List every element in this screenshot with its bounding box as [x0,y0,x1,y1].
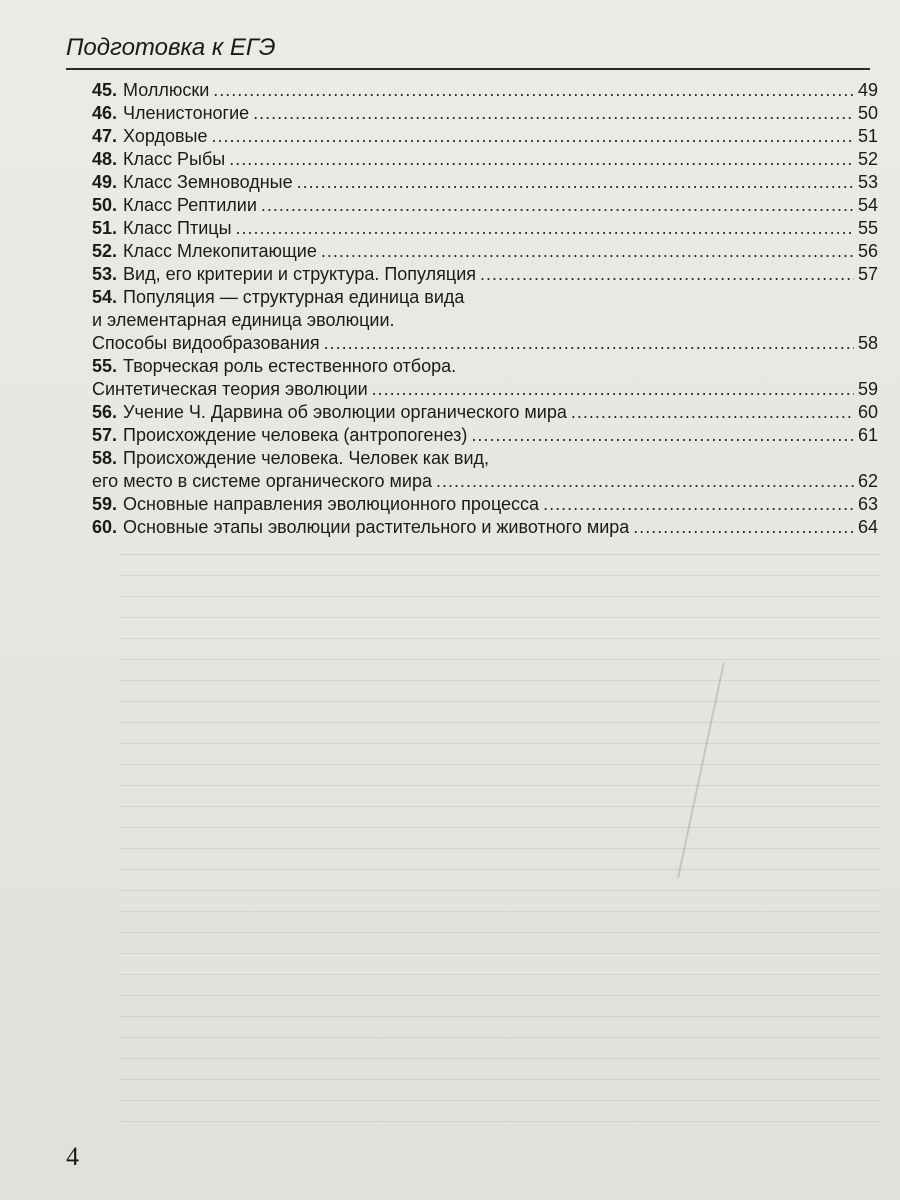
toc-entry-line [92,286,878,309]
toc-entry-line [92,125,878,148]
toc-entry[interactable] [92,217,878,240]
toc-entry-line [92,309,878,332]
page-number: 4 [66,1142,79,1171]
running-header [66,30,870,72]
toc-page-ref: 64 [857,517,878,537]
toc-page-ref: 59 [857,379,878,399]
toc-entry-title: Хордовые [123,126,208,146]
toc-entry-title: Класс Птицы [123,218,232,238]
toc-entry-number: 52. [92,241,118,261]
toc-page-ref: 49 [857,80,878,100]
toc-entry-number: 48. [92,149,118,169]
toc-entry-title: Основные этапы эволюции растительного и животного мира [123,517,630,537]
header-rule [66,68,870,70]
table-of-contents [92,79,878,539]
toc-entry[interactable] [92,102,878,125]
toc-entry-line [92,217,878,240]
toc-entry-number: 51. [92,218,118,238]
toc-entry-line [92,79,878,102]
dot-leader [297,171,854,194]
toc-entry-title: Класс Рыбы [123,149,226,169]
dot-leader [236,217,854,240]
toc-page-ref: 57 [857,264,878,284]
toc-entry[interactable] [92,447,878,493]
toc-entry[interactable] [92,194,878,217]
dot-leader [213,79,854,102]
toc-page-ref: 61 [857,425,878,445]
toc-entry-line [92,493,878,516]
toc-entry-number: 59. [92,494,118,514]
toc-entry-number: 50. [92,195,118,215]
toc-entry[interactable] [92,516,878,539]
toc-entry-number: 53. [92,264,118,284]
dot-leader [480,263,854,286]
toc-entry-line [92,332,878,355]
toc-entry[interactable] [92,355,878,401]
dot-leader [633,516,854,539]
toc-entry-number: 58. [92,448,118,468]
toc-entry-title: Синтетическая теория эволюции [92,379,368,399]
toc-entry-number: 54. [92,287,118,307]
toc-entry[interactable] [92,424,878,447]
dot-leader [229,148,854,171]
toc-entry-number: 49. [92,172,118,192]
toc-entry-number: 45. [92,80,118,100]
toc-entry-title: Способы видообразования [92,333,320,353]
toc-entry-line [92,148,878,171]
toc-entry-title: Учение Ч. Дарвина об эволюции органического мира [123,402,567,422]
toc-entry-line [92,401,878,424]
toc-entry-title: его место в системе органического мира [92,471,432,491]
toc-entry-title: Происхождение человека (антропогенез) [123,425,468,445]
toc-entry-title: Происхождение человека. Человек как вид, [123,448,490,468]
toc-page-ref: 56 [857,241,878,261]
toc-entry-title: Творческая роль естественного отбора. [123,356,457,376]
toc-entry-number: 60. [92,517,118,537]
toc-entry-line [92,240,878,263]
toc-page-ref: 54 [857,195,878,215]
toc-entry-line [92,194,878,217]
dot-leader [324,332,854,355]
toc-page-ref: 50 [857,103,878,123]
dot-leader [372,378,854,401]
toc-entry-title: и элементарная единица эволюции. [92,310,395,330]
toc-entry[interactable] [92,263,878,286]
toc-entry-line [92,424,878,447]
dot-leader [571,401,854,424]
toc-entry-line [92,263,878,286]
dot-leader [543,493,854,516]
toc-entry[interactable] [92,286,878,355]
toc-entry-title: Класс Рептилии [123,195,257,215]
toc-entry-number: 56. [92,402,118,422]
toc-page-ref: 51 [857,126,878,146]
toc-entry-title: Класс Земноводные [123,172,293,192]
toc-page-ref: 62 [857,471,878,491]
toc-entry-title: Моллюски [123,80,210,100]
toc-page-ref: 60 [857,402,878,422]
toc-entry[interactable] [92,493,878,516]
dot-leader [253,102,854,125]
toc-entry[interactable] [92,401,878,424]
toc-entry[interactable] [92,125,878,148]
toc-entry-line [92,171,878,194]
bleed-through-texture [120,540,880,1140]
toc-page-ref: 55 [857,218,878,238]
toc-entry-title: Вид, его критерии и структура. Популяция [123,264,477,284]
toc-entry-title: Класс Млекопитающие [123,241,317,261]
toc-entry[interactable] [92,240,878,263]
toc-entry-line [92,378,878,401]
toc-page-ref: 58 [857,333,878,353]
toc-entry-line [92,516,878,539]
toc-entry-number: 46. [92,103,118,123]
toc-entry-title: Популяция — структурная единица вида [123,287,465,307]
dot-leader [436,470,854,493]
toc-entry-line [92,470,878,493]
toc-entry-line [92,102,878,125]
toc-page-ref: 52 [857,149,878,169]
toc-entry-number: 57. [92,425,118,445]
toc-entry[interactable] [92,79,878,102]
toc-page-ref: 53 [857,172,878,192]
toc-entry-line [92,447,878,470]
dot-leader [471,424,854,447]
toc-entry-number: 47. [92,126,118,146]
header-title: Подготовка к ЕГЭ [66,34,276,61]
dot-leader [261,194,854,217]
toc-entry-number: 55. [92,356,118,376]
dot-leader [321,240,854,263]
paper-crease [677,662,725,878]
toc-entry-title: Основные направления эволюционного процесса [123,494,540,514]
toc-entry[interactable] [92,148,878,171]
dot-leader [211,125,854,148]
toc-entry[interactable] [92,171,878,194]
toc-entry-title: Членистоногие [123,103,250,123]
toc-entry-line [92,355,878,378]
toc-page-ref: 63 [857,494,878,514]
